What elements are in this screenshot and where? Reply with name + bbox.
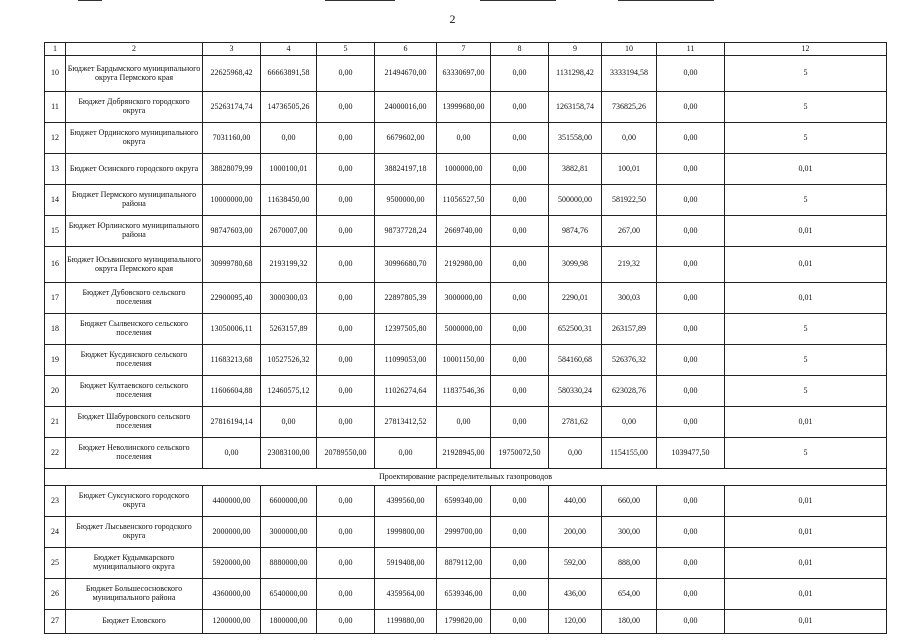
row-number-cell: 11 [45,92,66,123]
row-number-cell: 22 [45,438,66,469]
value-cell: 63330697,00 [437,56,491,92]
value-cell: 584160,68 [549,345,602,376]
value-cell: 660,00 [602,486,657,517]
value-cell: 0,00 [491,407,549,438]
value-cell: 0,01 [725,154,887,185]
row-number-cell: 27 [45,610,66,634]
value-cell: 0,00 [491,345,549,376]
value-cell: 2669740,00 [437,216,491,247]
table-row [45,314,887,345]
value-cell: 19750072,50 [491,438,549,469]
column-header: 11 [657,43,725,56]
row-number-cell: 13 [45,154,66,185]
value-cell: 500000,00 [549,185,602,216]
row-number-cell: 14 [45,185,66,216]
value-cell: 0,01 [725,486,887,517]
value-cell: 200,00 [549,517,602,548]
budget-name-cell: Бюджет Добрянского городского округа [66,92,203,123]
value-cell: 0,00 [317,247,375,283]
value-cell: 13999680,00 [437,92,491,123]
value-cell: 0,00 [491,185,549,216]
section-title: Проектирование распределительных газопроводов [45,469,887,486]
value-cell: 888,00 [602,548,657,579]
row-number-cell: 17 [45,283,66,314]
table-row [45,123,887,154]
value-cell: 11606604,88 [203,376,261,407]
row-number-cell: 15 [45,216,66,247]
value-cell: 267,00 [602,216,657,247]
value-cell: 580330,24 [549,376,602,407]
value-cell: 5 [725,92,887,123]
table-row [45,610,887,634]
value-cell: 0,00 [437,123,491,154]
value-cell: 1200000,00 [203,610,261,634]
value-cell: 0,00 [491,610,549,634]
value-cell: 5 [725,314,887,345]
value-cell: 6539346,00 [437,579,491,610]
value-cell: 5 [725,345,887,376]
value-cell: 1131298,42 [549,56,602,92]
value-cell: 0,00 [657,314,725,345]
top-rule-right [618,0,714,1]
value-cell: 0,00 [317,154,375,185]
value-cell: 263157,89 [602,314,657,345]
value-cell: 11638450,00 [261,185,317,216]
table-row [45,185,887,216]
value-cell: 654,00 [602,579,657,610]
value-cell: 100,01 [602,154,657,185]
value-cell: 1039477,50 [657,438,725,469]
table-row [45,548,887,579]
value-cell: 0,00 [317,486,375,517]
column-header: 4 [261,43,317,56]
section-row [45,469,887,486]
row-number-cell: 12 [45,123,66,154]
value-cell: 12397505,80 [375,314,437,345]
budget-name-cell: Бюджет Ординского муниципального округа [66,123,203,154]
value-cell: 0,00 [317,185,375,216]
budget-name-cell: Бюджет Сылвенского сельского поселения [66,314,203,345]
value-cell: 0,00 [491,376,549,407]
value-cell: 9874,76 [549,216,602,247]
top-rule-left [78,0,102,1]
value-cell: 5919408,00 [375,548,437,579]
value-cell: 5 [725,123,887,154]
table-row [45,216,887,247]
value-cell: 623028,76 [602,376,657,407]
value-cell: 1263158,74 [549,92,602,123]
value-cell: 2000000,00 [203,517,261,548]
value-cell: 0,00 [657,154,725,185]
budget-name-cell: Бюджет Юсьвинского муниципального округа Пермского края [66,247,203,283]
value-cell: 592,00 [549,548,602,579]
value-cell: 0,00 [203,438,261,469]
row-number-cell: 24 [45,517,66,548]
budget-name-cell: Бюджет Дубовского сельского поселения [66,283,203,314]
value-cell: 4400000,00 [203,486,261,517]
value-cell: 1199880,00 [375,610,437,634]
value-cell: 2670007,00 [261,216,317,247]
value-cell: 0,00 [317,407,375,438]
value-cell: 30996680,70 [375,247,437,283]
value-cell: 0,00 [657,345,725,376]
value-cell: 0,01 [725,283,887,314]
budget-name-cell: Бюджет Юрлинского муниципального района [66,216,203,247]
value-cell: 180,00 [602,610,657,634]
row-number-cell: 25 [45,548,66,579]
value-cell: 22900095,40 [203,283,261,314]
budget-name-cell: Бюджет Кудымкарского муниципального округа [66,548,203,579]
value-cell: 0,00 [437,407,491,438]
value-cell: 1799820,00 [437,610,491,634]
column-header: 7 [437,43,491,56]
row-number-cell: 26 [45,579,66,610]
value-cell: 3000000,00 [261,517,317,548]
value-cell: 10527526,32 [261,345,317,376]
value-cell: 0,01 [725,407,887,438]
value-cell: 0,00 [602,407,657,438]
row-number-cell: 21 [45,407,66,438]
value-cell: 1000100,01 [261,154,317,185]
value-cell: 4399560,00 [375,486,437,517]
value-cell: 0,00 [261,407,317,438]
value-cell: 10001150,00 [437,345,491,376]
value-cell: 6600000,00 [261,486,317,517]
value-cell: 0,01 [725,610,887,634]
value-cell: 581922,50 [602,185,657,216]
value-cell: 22897805,39 [375,283,437,314]
header-row [45,43,887,56]
value-cell: 11837546,36 [437,376,491,407]
value-cell: 22625968,42 [203,56,261,92]
value-cell: 0,00 [491,154,549,185]
value-cell: 3099,98 [549,247,602,283]
value-cell: 0,00 [317,517,375,548]
value-cell: 0,00 [657,92,725,123]
value-cell: 5920000,00 [203,548,261,579]
value-cell: 0,01 [725,548,887,579]
value-cell: 30999780,68 [203,247,261,283]
value-cell: 0,00 [657,376,725,407]
value-cell: 13050006,11 [203,314,261,345]
row-number-cell: 16 [45,247,66,283]
value-cell: 436,00 [549,579,602,610]
value-cell: 300,00 [602,517,657,548]
value-cell: 3882,81 [549,154,602,185]
value-cell: 4360000,00 [203,579,261,610]
value-cell: 27813412,52 [375,407,437,438]
value-cell: 0,00 [317,579,375,610]
page-number: 2 [449,12,456,26]
value-cell: 0,00 [491,283,549,314]
budget-name-cell: Бюджет Лысьвенского городского округа [66,517,203,548]
value-cell: 2193199,32 [261,247,317,283]
value-cell: 0,00 [657,283,725,314]
value-cell: 3000300,03 [261,283,317,314]
value-cell: 3000000,00 [437,283,491,314]
value-cell: 526376,32 [602,345,657,376]
value-cell: 1000000,00 [437,154,491,185]
table-row [45,154,887,185]
value-cell: 2781,62 [549,407,602,438]
value-cell: 440,00 [549,486,602,517]
budget-name-cell: Бюджет Осинского городского округа [66,154,203,185]
value-cell: 0,00 [317,548,375,579]
row-number-cell: 23 [45,486,66,517]
value-cell: 0,01 [725,517,887,548]
table-row [45,247,887,283]
budget-name-cell: Бюджет Култаевского сельского поселения [66,376,203,407]
value-cell: 0,00 [491,56,549,92]
budget-name-cell: Бюджет Неволинского сельского поселения [66,438,203,469]
value-cell: 98747603,00 [203,216,261,247]
budget-table [44,42,887,634]
budget-name-cell: Бюджет Шабуровского сельского поселения [66,407,203,438]
budget-name-cell: Бюджет Бардымского муниципального округа Пермского края [66,56,203,92]
value-cell: 0,00 [317,56,375,92]
value-cell: 736825,26 [602,92,657,123]
value-cell: 6599340,00 [437,486,491,517]
value-cell: 0,00 [657,548,725,579]
table-row [45,407,887,438]
table-row [45,486,887,517]
value-cell: 5000000,00 [437,314,491,345]
budget-name-cell: Бюджет Кусдинского сельского поселения [66,345,203,376]
budget-name-cell: Бюджет Суксунского городского округа [66,486,203,517]
column-header: 8 [491,43,549,56]
value-cell: 7031160,00 [203,123,261,154]
row-number-cell: 10 [45,56,66,92]
value-cell: 11683213,68 [203,345,261,376]
top-rule-middle [325,0,395,1]
top-rule-center [480,0,556,1]
value-cell: 0,00 [491,314,549,345]
value-cell: 2999700,00 [437,517,491,548]
row-number-cell: 19 [45,345,66,376]
value-cell: 5263157,89 [261,314,317,345]
value-cell: 0,00 [657,407,725,438]
value-cell: 1999800,00 [375,517,437,548]
value-cell: 38828079,99 [203,154,261,185]
value-cell: 2192980,00 [437,247,491,283]
value-cell: 1800000,00 [261,610,317,634]
value-cell: 219,32 [602,247,657,283]
value-cell: 10000000,00 [203,185,261,216]
value-cell: 8880000,00 [261,548,317,579]
value-cell: 0,00 [602,123,657,154]
value-cell: 0,00 [317,216,375,247]
row-number-cell: 18 [45,314,66,345]
table-row [45,438,887,469]
table-body [45,43,887,634]
value-cell: 5 [725,376,887,407]
value-cell: 0,00 [657,486,725,517]
value-cell: 14736505,26 [261,92,317,123]
value-cell: 0,00 [657,517,725,548]
column-header: 5 [317,43,375,56]
value-cell: 23083100,00 [261,438,317,469]
value-cell: 0,00 [491,517,549,548]
value-cell: 0,00 [317,376,375,407]
column-header: 1 [45,43,66,56]
budget-name-cell: Бюджет Большесосновского муниципального района [66,579,203,610]
value-cell: 4359564,00 [375,579,437,610]
column-header: 2 [66,43,203,56]
value-cell: 8879112,00 [437,548,491,579]
value-cell: 2290,01 [549,283,602,314]
value-cell: 0,00 [657,185,725,216]
value-cell: 0,00 [317,123,375,154]
value-cell: 0,00 [491,247,549,283]
table-row [45,579,887,610]
value-cell: 300,03 [602,283,657,314]
value-cell: 0,00 [549,438,602,469]
value-cell: 0,00 [657,610,725,634]
value-cell: 0,01 [725,579,887,610]
value-cell: 0,00 [657,579,725,610]
value-cell: 20789550,00 [317,438,375,469]
column-header: 3 [203,43,261,56]
column-header: 12 [725,43,887,56]
value-cell: 24000016,00 [375,92,437,123]
value-cell: 0,00 [317,610,375,634]
value-cell: 0,00 [375,438,437,469]
value-cell: 5 [725,438,887,469]
value-cell: 11099053,00 [375,345,437,376]
table-row [45,56,887,92]
value-cell: 0,00 [317,92,375,123]
value-cell: 38824197,18 [375,154,437,185]
value-cell: 0,00 [657,216,725,247]
value-cell: 0,00 [261,123,317,154]
value-cell: 27816194,14 [203,407,261,438]
value-cell: 0,00 [491,92,549,123]
row-number-cell: 20 [45,376,66,407]
column-header: 9 [549,43,602,56]
value-cell: 351558,00 [549,123,602,154]
value-cell: 0,00 [491,579,549,610]
value-cell: 5 [725,56,887,92]
value-cell: 0,00 [317,283,375,314]
value-cell: 11056527,50 [437,185,491,216]
value-cell: 0,00 [657,247,725,283]
value-cell: 66663891,58 [261,56,317,92]
value-cell: 6679602,00 [375,123,437,154]
value-cell: 1154155,00 [602,438,657,469]
value-cell: 21928945,00 [437,438,491,469]
column-header: 10 [602,43,657,56]
value-cell: 0,00 [317,314,375,345]
value-cell: 9500000,00 [375,185,437,216]
value-cell: 0,01 [725,216,887,247]
value-cell: 0,00 [657,56,725,92]
value-cell: 0,00 [491,123,549,154]
budget-name-cell: Бюджет Пермского муниципального района [66,185,203,216]
value-cell: 21494670,00 [375,56,437,92]
value-cell: 5 [725,185,887,216]
value-cell: 0,00 [491,486,549,517]
value-cell: 0,00 [491,548,549,579]
value-cell: 11026274,64 [375,376,437,407]
budget-name-cell: Бюджет Еловского [66,610,203,634]
value-cell: 0,00 [491,216,549,247]
column-header: 6 [375,43,437,56]
value-cell: 6540000,00 [261,579,317,610]
value-cell: 98737728,24 [375,216,437,247]
value-cell: 0,01 [725,247,887,283]
value-cell: 12460575,12 [261,376,317,407]
table-row [45,92,887,123]
value-cell: 3333194,58 [602,56,657,92]
table-row [45,345,887,376]
value-cell: 0,00 [657,123,725,154]
value-cell: 120,00 [549,610,602,634]
table-row [45,517,887,548]
value-cell: 652500,31 [549,314,602,345]
table-row [45,283,887,314]
value-cell: 0,00 [317,345,375,376]
value-cell: 25263174,74 [203,92,261,123]
table-row [45,376,887,407]
